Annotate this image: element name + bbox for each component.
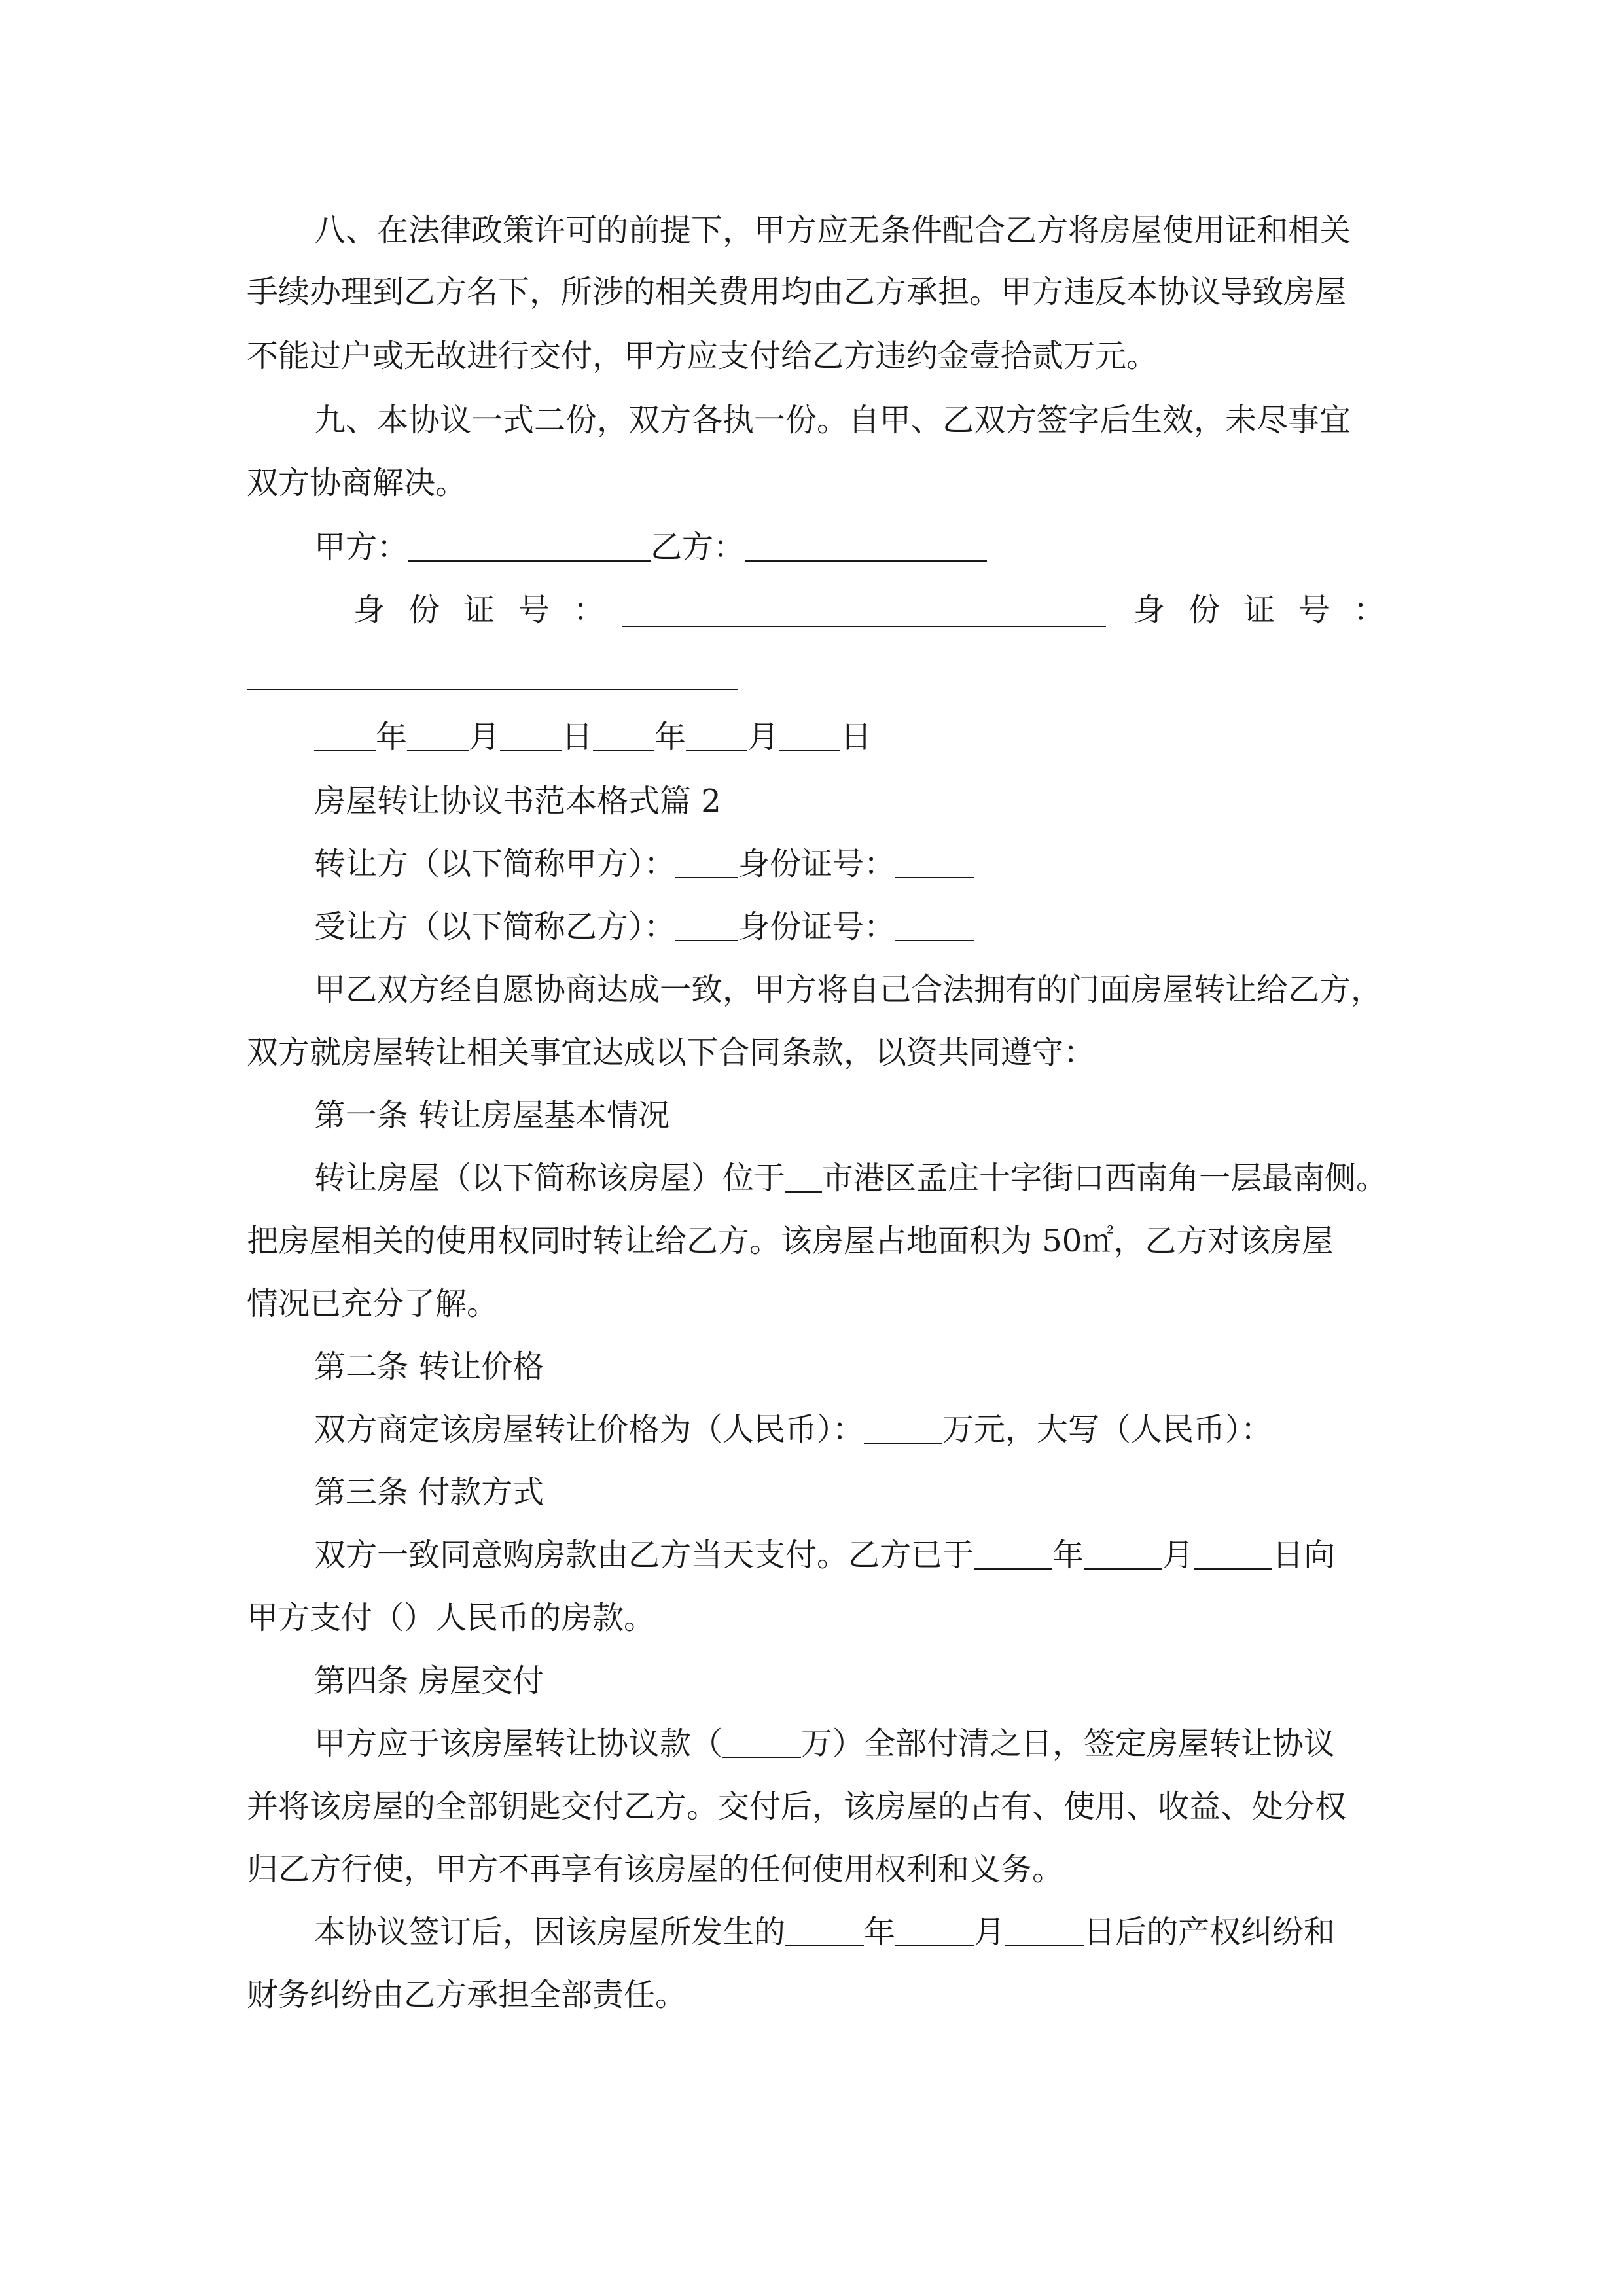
article-2-line-1: 双方商定该房屋转让价格为（人民币）： 万元，大写（人民币）： [314, 1411, 1273, 1448]
article-1-line-2: 把房屋相关的使用权同时转让给乙方。该房屋占地面积为 50㎡，乙方对该房屋 [247, 1223, 1334, 1259]
signature-date-line [314, 717, 872, 757]
liability-date-blank [895, 1912, 974, 1946]
date-year-label: 年 [654, 719, 687, 755]
transferor-id-blank [895, 844, 974, 878]
article-3-line-1: 双方一致同意购房款由乙方当天支付。乙方已于 年 月 日向 [314, 1537, 1336, 1573]
date-day-label: 日 [840, 719, 872, 755]
clause-9-line-2: 双方协商解决。 [247, 465, 467, 501]
payment-date-blank [974, 1535, 1052, 1570]
clause-9-line-1: 九、本协议一式二份，双方各执一份。自甲、乙双方签字后生效，未尽事宜 [314, 402, 1351, 439]
intro-line-1: 甲乙双方经自愿协商达成一致，甲方将自己合法拥有的门面房屋转让给乙方， [314, 971, 1383, 1008]
party-b-label: 乙方： [651, 529, 745, 565]
transferor-name-blank [675, 844, 738, 878]
liability-date-blank [785, 1912, 864, 1946]
date-year-label: 年 [376, 719, 408, 755]
price-blank [864, 1410, 942, 1444]
article-4-line-3: 归乙方行使，甲方不再享有该房屋的任何使用权利和义务。 [247, 1851, 1064, 1888]
transferee-line: 受让方（以下简称乙方）： 身份证号： [314, 907, 974, 946]
clause-8-line-3: 不能过户或无故进行交付，甲方应支付给乙方违约金壹拾贰万元。 [247, 338, 1158, 374]
payment-date-blank [1084, 1535, 1162, 1570]
clause-8-line-2: 手续办理到乙方名下，所涉的相关费用均由乙方承担。甲方违反本协议导致房屋 [247, 274, 1347, 310]
location-blank [785, 1158, 822, 1193]
final-clause-line-1: 本协议签订后，因该房屋所发生的 年 月 日后的产权纠纷和 [314, 1914, 1336, 1950]
date-month-label: 月 [469, 719, 501, 755]
date-day-label: 日 [562, 719, 594, 755]
date-blank [686, 717, 747, 751]
party-a-blank [408, 528, 651, 562]
article-4-line-1: 甲方应于该房屋转让协议款（ 万）全部付清之日，签定房屋转让协议 [314, 1725, 1336, 1762]
final-clause-line-2: 财务纠纷由乙方承担全部责任。 [247, 1977, 687, 2013]
payment-date-blank [1194, 1535, 1272, 1570]
date-blank [779, 717, 840, 751]
article-3-line-2: 甲方支付（）人民币的房款。 [247, 1600, 656, 1636]
article-1-title: 第一条 转让房屋基本情况 [314, 1097, 670, 1134]
article-2-title: 第二条 转让价格 [314, 1348, 544, 1385]
payment-amount-blank [722, 1724, 801, 1758]
id-number-label-a: 身份证号： [353, 592, 629, 628]
article-1-line-3: 情况已充分了解。 [247, 1285, 499, 1322]
party-b-blank [745, 528, 987, 562]
transferor-line: 转让方（以下简称甲方）： 身份证号： [314, 844, 974, 884]
transferee-name-blank [675, 907, 738, 941]
section-title: 房屋转让协议书范本格式篇 2 [314, 783, 721, 819]
date-blank [314, 717, 376, 751]
id-number-label-b: 身份证号： [1133, 592, 1409, 628]
clause-8-line-1: 八、在法律政策许可的前提下，甲方应无条件配合乙方将房屋使用证和相关 [314, 212, 1351, 249]
date-blank [407, 717, 469, 751]
date-blank [593, 717, 654, 751]
party-a-label: 甲方： [314, 529, 409, 565]
signature-party-line [314, 528, 987, 567]
date-month-label: 月 [747, 719, 779, 755]
id-number-a-blank [622, 626, 1106, 627]
intro-line-2: 双方就房屋转让相关事宜达成以下合同条款，以资共同遵守： [247, 1034, 1096, 1071]
article-4-line-2: 并将该房屋的全部钥匙交付乙方。交付后，该房屋的占有、使用、收益、处分权 [247, 1788, 1347, 1825]
article-1-line-1: 转让房屋（以下简称该房屋）位于 市港区孟庄十字街口西南角一层最南侧。 [314, 1160, 1388, 1196]
transferee-id-blank [895, 907, 974, 941]
date-blank [500, 717, 562, 751]
id-number-b-blank [247, 689, 738, 690]
liability-date-blank [1005, 1912, 1084, 1946]
article-3-title: 第三条 付款方式 [314, 1474, 544, 1511]
article-4-title: 第四条 房屋交付 [314, 1662, 544, 1699]
